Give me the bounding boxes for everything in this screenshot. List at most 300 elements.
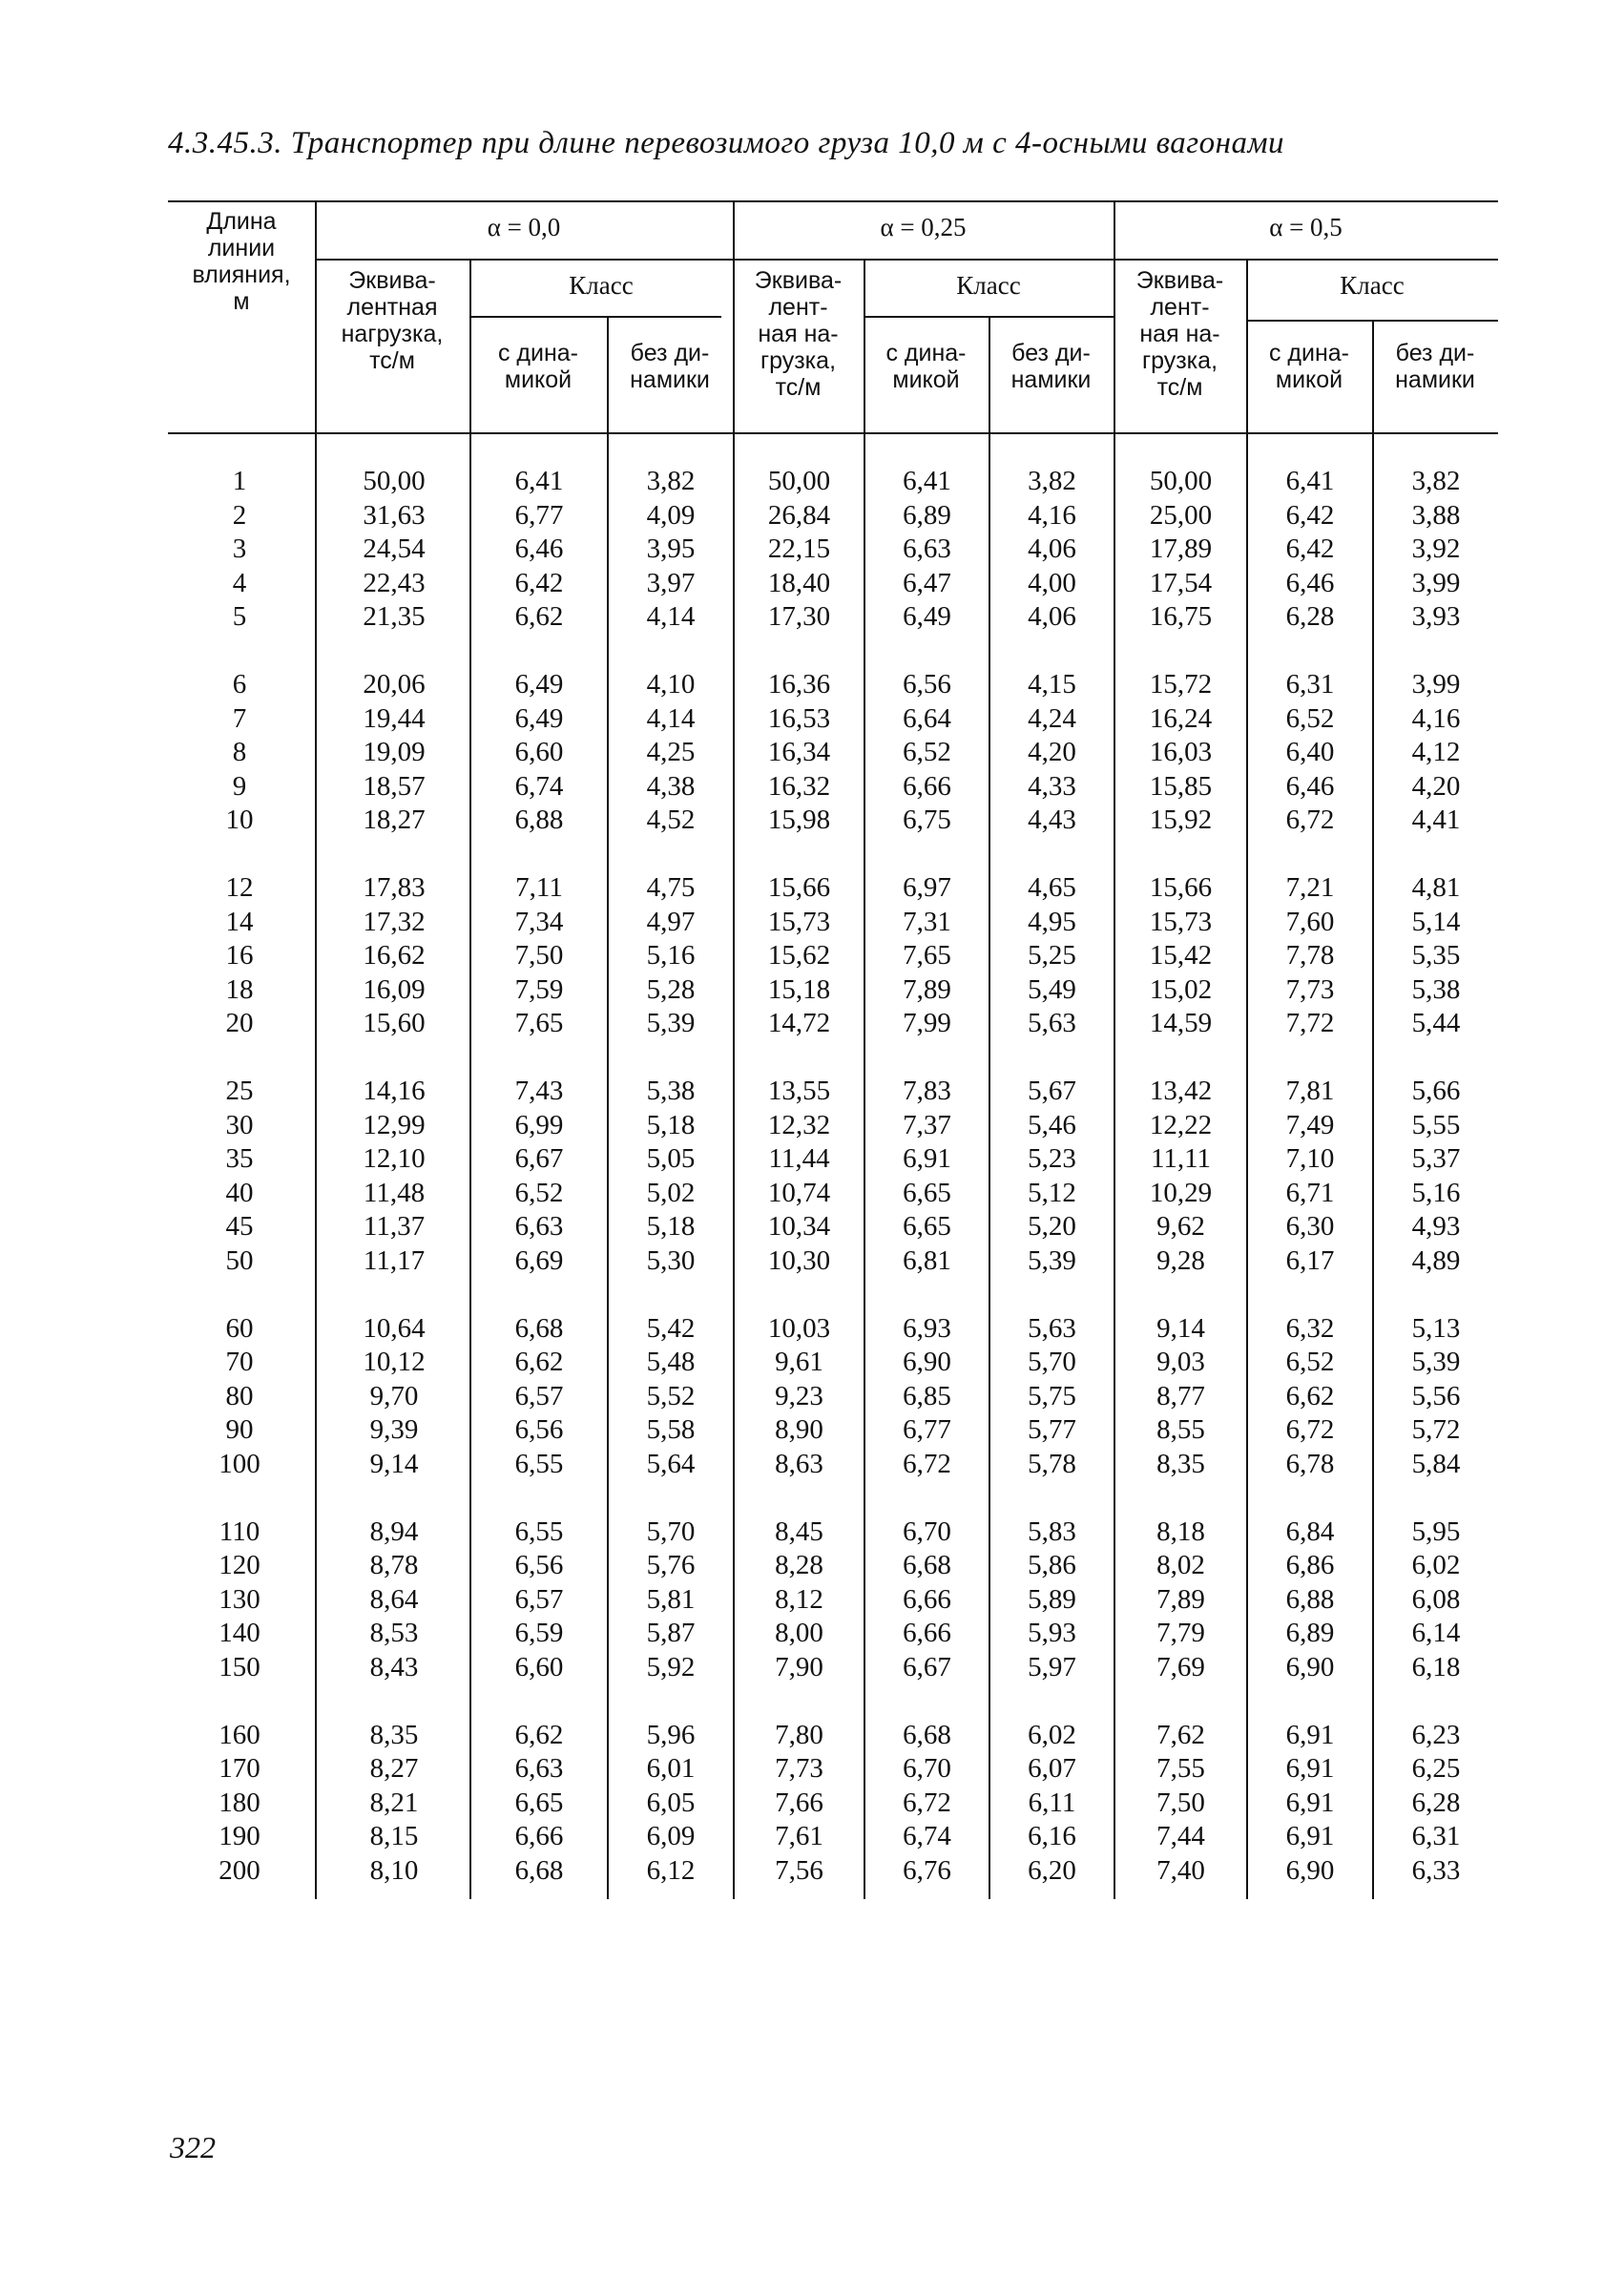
- cell-eq-a025: 8,28: [775, 1550, 823, 1580]
- cell-eq-a0: 8,78: [369, 1550, 419, 1580]
- cell-with-dyn-a0: 6,59: [514, 1618, 564, 1648]
- cell-with-dyn-a025: 6,77: [903, 1414, 951, 1445]
- cell-eq-a05: 17,89: [1149, 533, 1213, 564]
- cell-without-dyn-a0: 5,39: [646, 1008, 696, 1038]
- cell-eq-a05: 7,79: [1156, 1618, 1205, 1648]
- cell-with-dyn-a0: 6,88: [514, 805, 564, 835]
- cell-eq-a05: 8,77: [1156, 1380, 1205, 1411]
- cell-length: 5: [232, 601, 247, 632]
- cell-eq-a05: 7,40: [1156, 1854, 1205, 1886]
- cell-with-dyn-a025: 7,89: [903, 973, 951, 1005]
- cell-with-dyn-a05: 6,78: [1285, 1448, 1335, 1479]
- cell-with-dyn-a05: 6,40: [1285, 737, 1335, 767]
- cell-eq-a025: 15,66: [767, 872, 831, 903]
- cell-with-dyn-a025: 6,91: [903, 1143, 951, 1174]
- cell-eq-a05: 15,85: [1149, 770, 1213, 802]
- cell-with-dyn-a025: 6,70: [903, 1515, 951, 1547]
- cell-without-dyn-a0: 4,97: [646, 906, 696, 937]
- header-class-a025: Класс: [956, 271, 1021, 300]
- cell-without-dyn-a0: 5,38: [646, 1076, 696, 1106]
- cell-eq-a05: 7,55: [1156, 1753, 1205, 1784]
- cell-eq-a025: 7,90: [775, 1651, 823, 1682]
- cell-with-dyn-a05: 6,72: [1285, 805, 1335, 835]
- cell-with-dyn-a025: 6,75: [903, 805, 951, 835]
- cell-with-dyn-a0: 6,67: [514, 1143, 564, 1174]
- cell-with-dyn-a05: 7,72: [1285, 1008, 1335, 1038]
- cell-without-dyn-a05: 6,02: [1411, 1550, 1461, 1580]
- cell-length: 180: [219, 1787, 260, 1818]
- cell-length: 16: [225, 940, 254, 971]
- cell-without-dyn-a025: 4,33: [1028, 770, 1076, 802]
- cell-length: 30: [225, 1109, 254, 1140]
- cell-without-dyn-a05: 5,72: [1411, 1414, 1461, 1445]
- cell-eq-a05: 9,03: [1156, 1347, 1205, 1377]
- cell-eq-a025: 7,73: [775, 1753, 823, 1784]
- cell-with-dyn-a025: 6,41: [903, 466, 951, 496]
- cell-eq-a025: 15,62: [767, 940, 831, 971]
- cell-with-dyn-a05: 6,71: [1285, 1177, 1335, 1208]
- cell-without-dyn-a0: 5,30: [646, 1244, 696, 1276]
- cell-with-dyn-a025: 6,49: [903, 601, 951, 632]
- cell-without-dyn-a05: 5,13: [1411, 1312, 1461, 1344]
- cell-without-dyn-a025: 5,23: [1028, 1143, 1076, 1174]
- cell-without-dyn-a05: 3,92: [1411, 533, 1461, 564]
- cell-with-dyn-a025: 6,68: [903, 1550, 951, 1580]
- cell-with-dyn-a025: 6,47: [903, 567, 951, 598]
- cell-with-dyn-a0: 6,52: [514, 1177, 564, 1208]
- cell-eq-a025: 9,61: [775, 1347, 823, 1377]
- cell-with-dyn-a05: 6,42: [1285, 533, 1335, 564]
- cell-without-dyn-a05: 3,99: [1411, 567, 1461, 598]
- cell-without-dyn-a025: 5,20: [1028, 1211, 1076, 1242]
- cell-length: 150: [219, 1651, 260, 1682]
- cell-without-dyn-a05: 5,55: [1411, 1109, 1461, 1140]
- cell-without-dyn-a05: 5,84: [1411, 1448, 1461, 1479]
- cell-eq-a0: 8,35: [369, 1719, 419, 1750]
- header-class-a0: Класс: [569, 271, 634, 300]
- cell-without-dyn-a025: 4,00: [1028, 567, 1076, 598]
- cell-without-dyn-a0: 5,58: [646, 1414, 696, 1445]
- cell-with-dyn-a025: 7,37: [903, 1109, 951, 1140]
- cell-with-dyn-a05: 6,86: [1285, 1550, 1335, 1580]
- cell-eq-a025: 11,44: [768, 1143, 830, 1174]
- cell-without-dyn-a025: 5,49: [1028, 973, 1076, 1005]
- cell-with-dyn-a05: 6,31: [1285, 669, 1335, 700]
- cell-length: 200: [219, 1854, 260, 1886]
- cell-length: 190: [219, 1821, 260, 1851]
- cell-with-dyn-a0: 6,55: [514, 1515, 564, 1547]
- header-without-dyn-a0: без ди- намики: [630, 340, 710, 393]
- cell-without-dyn-a05: 5,56: [1411, 1380, 1461, 1411]
- cell-length: 70: [225, 1347, 254, 1377]
- cell-length: 100: [219, 1448, 260, 1479]
- cell-eq-a0: 17,32: [363, 906, 426, 937]
- cell-without-dyn-a0: 6,05: [646, 1787, 696, 1818]
- cell-without-dyn-a025: 5,77: [1028, 1414, 1076, 1445]
- cell-eq-a0: 16,09: [363, 973, 426, 1005]
- cell-with-dyn-a025: 6,90: [903, 1347, 951, 1377]
- cell-without-dyn-a0: 5,48: [646, 1347, 696, 1377]
- cell-without-dyn-a0: 5,81: [646, 1583, 696, 1615]
- cell-without-dyn-a025: 5,39: [1028, 1244, 1076, 1276]
- cell-with-dyn-a05: 6,46: [1285, 567, 1335, 598]
- cell-without-dyn-a0: 6,09: [646, 1821, 696, 1851]
- cell-eq-a05: 16,75: [1149, 601, 1213, 632]
- cell-eq-a0: 8,10: [369, 1854, 419, 1886]
- cell-length: 45: [225, 1211, 254, 1242]
- cell-without-dyn-a05: 3,82: [1411, 466, 1461, 496]
- cell-without-dyn-a025: 4,06: [1028, 601, 1076, 632]
- cell-with-dyn-a05: 6,52: [1285, 1347, 1335, 1377]
- cell-with-dyn-a025: 6,81: [903, 1244, 951, 1276]
- cell-eq-a0: 15,60: [363, 1008, 426, 1038]
- cell-without-dyn-a025: 5,93: [1028, 1618, 1076, 1648]
- cell-eq-a025: 7,80: [775, 1719, 823, 1750]
- cell-eq-a025: 22,15: [767, 533, 831, 564]
- cell-with-dyn-a0: 6,62: [514, 601, 564, 632]
- cell-with-dyn-a0: 6,57: [514, 1583, 564, 1615]
- cell-eq-a05: 15,73: [1149, 906, 1213, 937]
- cell-with-dyn-a05: 6,28: [1285, 601, 1335, 632]
- cell-eq-a0: 12,10: [363, 1143, 426, 1174]
- cell-eq-a025: 50,00: [767, 466, 831, 496]
- cell-without-dyn-a05: 6,25: [1411, 1753, 1461, 1784]
- cell-length: 6: [232, 669, 247, 700]
- cell-with-dyn-a05: 7,78: [1285, 940, 1335, 971]
- cell-without-dyn-a05: 3,93: [1411, 601, 1461, 632]
- cell-eq-a025: 16,32: [767, 770, 831, 802]
- cell-with-dyn-a025: 6,66: [903, 1583, 951, 1615]
- cell-without-dyn-a05: 5,39: [1411, 1347, 1461, 1377]
- cell-with-dyn-a025: 7,31: [903, 906, 951, 937]
- cell-eq-a05: 15,42: [1149, 940, 1213, 971]
- cell-with-dyn-a05: 6,52: [1285, 702, 1335, 734]
- cell-without-dyn-a05: 6,18: [1411, 1651, 1461, 1682]
- cell-without-dyn-a025: 5,25: [1028, 940, 1076, 971]
- header-equiv-a05: Эквива- лент- ная на- грузка, тс/м: [1135, 267, 1224, 401]
- cell-without-dyn-a025: 5,97: [1028, 1651, 1076, 1682]
- cell-with-dyn-a025: 6,97: [903, 872, 951, 903]
- cell-eq-a025: 14,72: [767, 1008, 831, 1038]
- cell-with-dyn-a05: 7,21: [1285, 872, 1335, 903]
- cell-length: 90: [225, 1414, 254, 1445]
- cell-eq-a0: 14,16: [363, 1076, 426, 1106]
- cell-eq-a05: 7,62: [1156, 1719, 1205, 1750]
- cell-with-dyn-a05: 6,90: [1285, 1651, 1335, 1682]
- cell-with-dyn-a025: 6,85: [903, 1380, 951, 1411]
- cell-with-dyn-a05: 6,17: [1285, 1244, 1335, 1276]
- cell-with-dyn-a0: 6,63: [514, 1211, 564, 1242]
- cell-without-dyn-a05: 4,81: [1411, 872, 1461, 903]
- cell-with-dyn-a05: 7,60: [1285, 906, 1335, 937]
- header-length: Длина линии влияния, м: [192, 208, 291, 315]
- cell-with-dyn-a05: 6,84: [1285, 1515, 1335, 1547]
- cell-without-dyn-a05: 5,38: [1411, 973, 1461, 1005]
- cell-eq-a0: 19,44: [363, 702, 426, 734]
- cell-with-dyn-a025: 6,74: [903, 1821, 951, 1851]
- cell-eq-a05: 16,24: [1149, 702, 1213, 734]
- cell-eq-a025: 15,73: [767, 906, 831, 937]
- cell-eq-a0: 9,39: [369, 1414, 419, 1445]
- cell-eq-a05: 9,28: [1156, 1244, 1205, 1276]
- cell-with-dyn-a0: 6,56: [514, 1414, 564, 1445]
- cell-with-dyn-a0: 7,11: [515, 872, 563, 903]
- cell-with-dyn-a0: 6,49: [514, 702, 564, 734]
- cell-without-dyn-a0: 5,76: [646, 1550, 696, 1580]
- class-rule-a0: [469, 316, 721, 318]
- cell-eq-a025: 10,34: [767, 1211, 831, 1242]
- cell-without-dyn-a0: 5,18: [646, 1109, 696, 1140]
- header-alpha-0: α = 0,0: [487, 213, 561, 241]
- cell-eq-a025: 7,61: [775, 1821, 823, 1851]
- cell-with-dyn-a025: 7,99: [903, 1008, 951, 1038]
- cell-length: 50: [225, 1244, 254, 1276]
- cell-with-dyn-a0: 6,60: [514, 737, 564, 767]
- cell-eq-a025: 7,56: [775, 1854, 823, 1886]
- cell-eq-a05: 9,14: [1156, 1312, 1205, 1344]
- cell-without-dyn-a05: 6,31: [1411, 1821, 1461, 1851]
- cell-with-dyn-a0: 7,65: [514, 1008, 564, 1038]
- cell-eq-a025: 9,23: [775, 1380, 823, 1411]
- cell-without-dyn-a05: 3,99: [1411, 669, 1461, 700]
- cell-without-dyn-a05: 5,95: [1411, 1515, 1461, 1547]
- cell-without-dyn-a025: 5,67: [1028, 1076, 1076, 1106]
- cell-eq-a0: 22,43: [363, 567, 426, 598]
- cell-with-dyn-a0: 7,34: [514, 906, 564, 937]
- cell-without-dyn-a0: 5,70: [646, 1515, 696, 1547]
- cell-length: 170: [219, 1753, 260, 1784]
- cell-eq-a05: 9,62: [1156, 1211, 1205, 1242]
- cell-with-dyn-a0: 6,65: [514, 1787, 564, 1818]
- cell-with-dyn-a025: 6,76: [903, 1854, 951, 1886]
- cell-eq-a05: 7,44: [1156, 1821, 1205, 1851]
- cell-without-dyn-a025: 5,75: [1028, 1380, 1076, 1411]
- table-caption: 4.3.45.3. Транспортер при длине перевозимого груза 10,0 м с 4-осными вагонами: [168, 126, 1285, 160]
- cell-without-dyn-a05: 5,16: [1411, 1177, 1461, 1208]
- cell-length: 1: [232, 466, 247, 496]
- cell-eq-a025: 13,55: [767, 1076, 831, 1106]
- cell-with-dyn-a0: 6,49: [514, 669, 564, 700]
- cell-without-dyn-a05: 4,20: [1411, 770, 1461, 802]
- cell-eq-a025: 12,32: [767, 1109, 831, 1140]
- header-without-dyn-a05: без ди- намики: [1395, 340, 1475, 393]
- cell-with-dyn-a05: 7,49: [1285, 1109, 1335, 1140]
- cell-without-dyn-a0: 5,42: [646, 1312, 696, 1344]
- cell-length: 18: [225, 973, 254, 1005]
- cell-without-dyn-a0: 4,14: [646, 601, 696, 632]
- header-equiv-a025: Эквива- лент- ная на- грузка, тс/м: [754, 267, 843, 401]
- page-number: 322: [170, 2130, 216, 2164]
- cell-eq-a05: 15,66: [1149, 872, 1213, 903]
- cell-eq-a0: 18,27: [363, 805, 426, 835]
- cell-eq-a0: 17,83: [363, 872, 426, 903]
- cell-eq-a05: 17,54: [1149, 567, 1213, 598]
- cell-without-dyn-a025: 5,86: [1028, 1550, 1076, 1580]
- cell-length: 2: [232, 499, 247, 531]
- cell-eq-a0: 10,12: [363, 1347, 426, 1377]
- cell-eq-a05: 11,11: [1150, 1143, 1212, 1174]
- cell-without-dyn-a05: 4,89: [1411, 1244, 1461, 1276]
- cell-without-dyn-a0: 3,97: [646, 567, 696, 598]
- cell-with-dyn-a05: 7,73: [1285, 973, 1335, 1005]
- cell-without-dyn-a05: 6,14: [1411, 1618, 1461, 1648]
- cell-with-dyn-a0: 6,68: [514, 1312, 564, 1344]
- cell-length: 60: [225, 1312, 254, 1344]
- header-alpha-025: α = 0,25: [880, 213, 967, 241]
- cell-with-dyn-a05: 7,10: [1285, 1143, 1335, 1174]
- cell-without-dyn-a05: 5,44: [1411, 1008, 1461, 1038]
- cell-eq-a0: 10,64: [363, 1312, 426, 1344]
- cell-without-dyn-a025: 3,82: [1028, 466, 1076, 496]
- cell-without-dyn-a0: 5,18: [646, 1211, 696, 1242]
- cell-eq-a05: 15,02: [1149, 973, 1213, 1005]
- cell-with-dyn-a05: 6,91: [1285, 1753, 1335, 1784]
- cell-with-dyn-a025: 6,70: [903, 1753, 951, 1784]
- cell-eq-a0: 9,14: [369, 1448, 419, 1479]
- header-class-a05: Класс: [1340, 271, 1405, 300]
- cell-length: 160: [219, 1719, 260, 1750]
- cell-without-dyn-a025: 4,20: [1028, 737, 1076, 767]
- cell-without-dyn-a025: 5,78: [1028, 1448, 1076, 1479]
- table-top-rule: [168, 200, 1498, 202]
- cell-with-dyn-a025: 6,65: [903, 1211, 951, 1242]
- cell-eq-a05: 7,69: [1156, 1651, 1205, 1682]
- cell-without-dyn-a025: 5,12: [1028, 1177, 1076, 1208]
- cell-without-dyn-a05: 5,37: [1411, 1143, 1461, 1174]
- cell-length: 7: [232, 702, 247, 734]
- cell-without-dyn-a0: 5,64: [646, 1448, 696, 1479]
- cell-length: 140: [219, 1618, 260, 1648]
- cell-without-dyn-a025: 5,89: [1028, 1583, 1076, 1615]
- cell-without-dyn-a025: 6,11: [1028, 1787, 1076, 1818]
- cell-with-dyn-a0: 6,56: [514, 1550, 564, 1580]
- cell-without-dyn-a025: 4,16: [1028, 499, 1076, 531]
- cell-eq-a05: 10,29: [1149, 1177, 1213, 1208]
- cell-length: 4: [232, 567, 247, 598]
- cell-with-dyn-a025: 6,52: [903, 737, 951, 767]
- header-bottom-rule: [168, 432, 1498, 434]
- cell-without-dyn-a05: 5,14: [1411, 906, 1461, 937]
- cell-eq-a0: 8,64: [369, 1583, 419, 1615]
- cell-without-dyn-a05: 3,88: [1411, 499, 1461, 531]
- cell-with-dyn-a025: 6,93: [903, 1312, 951, 1344]
- cell-eq-a025: 8,90: [775, 1414, 823, 1445]
- cell-eq-a0: 8,21: [369, 1787, 419, 1818]
- cell-with-dyn-a0: 7,50: [514, 940, 564, 971]
- cell-with-dyn-a0: 6,41: [514, 466, 564, 496]
- cell-without-dyn-a0: 6,12: [646, 1854, 696, 1886]
- cell-without-dyn-a025: 4,95: [1028, 906, 1076, 937]
- cell-length: 40: [225, 1177, 254, 1208]
- cell-with-dyn-a0: 6,62: [514, 1719, 564, 1750]
- header-without-dyn-a025: без ди- намики: [1010, 340, 1092, 393]
- cell-with-dyn-a025: 6,64: [903, 702, 951, 734]
- cell-eq-a025: 10,03: [767, 1312, 831, 1344]
- cell-length: 8: [232, 737, 247, 767]
- cell-eq-a025: 16,34: [767, 737, 831, 767]
- cell-eq-a0: 16,62: [363, 940, 426, 971]
- cell-eq-a05: 14,59: [1149, 1008, 1213, 1038]
- cell-without-dyn-a025: 4,15: [1028, 669, 1076, 700]
- cell-length: 35: [225, 1143, 254, 1174]
- cell-eq-a05: 8,55: [1156, 1414, 1205, 1445]
- cell-without-dyn-a05: 4,41: [1411, 805, 1461, 835]
- cell-with-dyn-a025: 6,67: [903, 1651, 951, 1682]
- cell-with-dyn-a025: 6,56: [903, 669, 951, 700]
- cell-with-dyn-a0: 6,77: [514, 499, 564, 531]
- cell-without-dyn-a0: 4,09: [646, 499, 696, 531]
- cell-eq-a05: 25,00: [1149, 499, 1213, 531]
- cell-without-dyn-a05: 6,08: [1411, 1583, 1461, 1615]
- cell-with-dyn-a0: 6,68: [514, 1854, 564, 1886]
- cell-without-dyn-a0: 5,16: [646, 940, 696, 971]
- cell-length: 14: [225, 906, 254, 937]
- cell-eq-a0: 11,37: [363, 1211, 426, 1242]
- cell-with-dyn-a05: 6,88: [1285, 1583, 1335, 1615]
- cell-without-dyn-a0: 3,82: [646, 466, 696, 496]
- cell-eq-a0: 20,06: [363, 669, 426, 700]
- cell-eq-a05: 13,42: [1149, 1076, 1213, 1106]
- cell-length: 110: [219, 1515, 260, 1547]
- cell-with-dyn-a0: 6,60: [514, 1651, 564, 1682]
- cell-without-dyn-a025: 4,65: [1028, 872, 1076, 903]
- cell-without-dyn-a0: 5,05: [646, 1143, 696, 1174]
- cell-with-dyn-a0: 6,63: [514, 1753, 564, 1784]
- cell-with-dyn-a025: 6,89: [903, 499, 951, 531]
- cell-eq-a025: 16,36: [767, 669, 831, 700]
- cell-length: 25: [225, 1076, 254, 1106]
- cell-without-dyn-a05: 4,93: [1411, 1211, 1461, 1242]
- cell-length: 10: [225, 805, 254, 835]
- cell-without-dyn-a025: 4,43: [1028, 805, 1076, 835]
- cell-eq-a0: 31,63: [363, 499, 426, 531]
- cell-with-dyn-a0: 6,66: [514, 1821, 564, 1851]
- cell-with-dyn-a0: 6,57: [514, 1380, 564, 1411]
- cell-without-dyn-a05: 5,66: [1411, 1076, 1461, 1106]
- cell-with-dyn-a0: 7,59: [514, 973, 564, 1005]
- cell-eq-a0: 8,53: [369, 1618, 419, 1648]
- cell-with-dyn-a05: 7,81: [1285, 1076, 1335, 1106]
- cell-eq-a0: 11,48: [363, 1177, 426, 1208]
- cell-eq-a0: 19,09: [363, 737, 426, 767]
- cell-without-dyn-a0: 5,52: [646, 1380, 696, 1411]
- cell-with-dyn-a025: 6,66: [903, 770, 951, 802]
- cell-with-dyn-a05: 6,62: [1285, 1380, 1335, 1411]
- cell-length: 12: [225, 872, 254, 903]
- cell-eq-a025: 7,66: [775, 1787, 823, 1818]
- cell-with-dyn-a05: 6,46: [1285, 770, 1335, 802]
- cell-eq-a0: 8,94: [369, 1515, 419, 1547]
- cell-with-dyn-a025: 6,66: [903, 1618, 951, 1648]
- cell-eq-a0: 21,35: [363, 601, 426, 632]
- alpha-group-rule: [315, 259, 1498, 261]
- cell-eq-a0: 24,54: [363, 533, 426, 564]
- cell-with-dyn-a025: 6,63: [903, 533, 951, 564]
- cell-eq-a0: 18,57: [363, 770, 426, 802]
- cell-without-dyn-a025: 5,63: [1028, 1008, 1076, 1038]
- cell-eq-a025: 17,30: [767, 601, 831, 632]
- cell-without-dyn-a05: 5,35: [1411, 940, 1461, 971]
- cell-eq-a025: 15,18: [767, 973, 831, 1005]
- cell-length: 80: [225, 1380, 254, 1411]
- cell-without-dyn-a05: 4,16: [1411, 702, 1461, 734]
- cell-without-dyn-a0: 5,28: [646, 973, 696, 1005]
- cell-without-dyn-a0: 4,38: [646, 770, 696, 802]
- cell-with-dyn-a025: 7,65: [903, 940, 951, 971]
- cell-eq-a0: 9,70: [369, 1380, 419, 1411]
- cell-with-dyn-a05: 6,91: [1285, 1787, 1335, 1818]
- cell-eq-a025: 26,84: [767, 499, 831, 531]
